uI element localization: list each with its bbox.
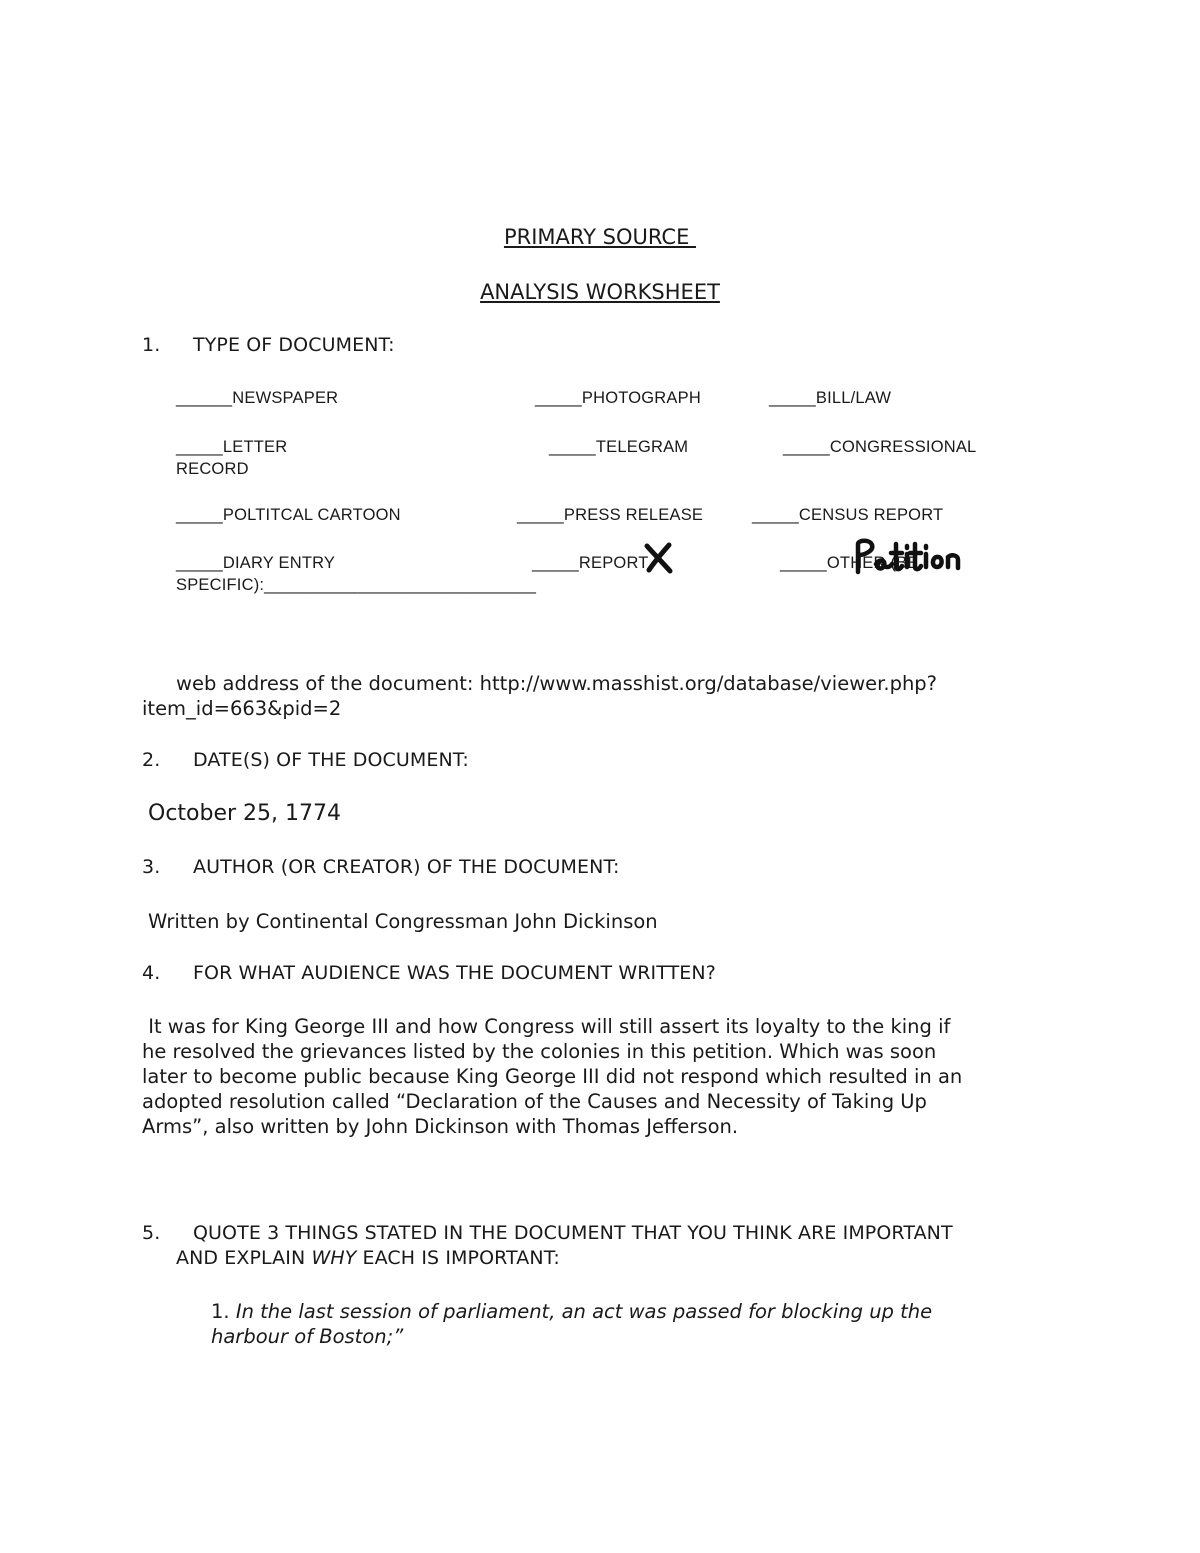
handwritten-other-entry (852, 536, 964, 576)
question-label: DATE(S) OF THE DOCUMENT: (193, 749, 469, 771)
x-mark-icon (644, 542, 674, 574)
audience-answer-line: adopted resolution called “Declaration of the Causes and Necessity of Taking Up (142, 1090, 927, 1113)
question-label: FOR WHAT AUDIENCE WAS THE DOCUMENT WRITTEN? (193, 962, 716, 984)
question-label-line1: QUOTE 3 THINGS STATED IN THE DOCUMENT THAT YOU THINK ARE IMPORTANT (193, 1222, 953, 1244)
option-specific: SPECIFIC):_____________________________ (176, 576, 537, 594)
checked-x-mark (644, 542, 674, 574)
quote-number: 1. (211, 1300, 236, 1323)
option-photograph: _____PHOTOGRAPH (535, 389, 701, 407)
option-census-report: _____CENSUS REPORT (752, 506, 944, 524)
question-label: TYPE OF DOCUMENT: (193, 334, 395, 356)
option-report: _____REPORT (532, 554, 649, 572)
option-bill-law: _____BILL/LAW (769, 389, 892, 407)
question-4 (142, 962, 942, 988)
audience-answer-line: Arms”, also written by John Dickinson with Thomas Jefferson. (142, 1115, 739, 1138)
option-letter: _____LETTER (176, 438, 288, 456)
audience-answer-line: later to become public because King George III did not respond which resulted in an (142, 1065, 963, 1088)
question-label: AUTHOR (OR CREATOR) OF THE DOCUMENT: (193, 856, 620, 878)
quote-text: In the last session of parliament, an act was passed for blocking up the (235, 1300, 933, 1323)
option-press-release: _____PRESS RELEASE (517, 506, 704, 524)
option-political-cartoon: _____POLTITCAL CARTOON (176, 506, 401, 524)
label-text: EACH IS IMPORTANT: (356, 1247, 560, 1269)
question-number: 2. (142, 749, 161, 771)
option-telegram: _____TELEGRAM (549, 438, 689, 456)
question-number: 3. (142, 856, 161, 878)
page-title: PRIMARY SOURCE (503, 225, 697, 249)
question-label-line2 (176, 1247, 560, 1269)
audience-answer-line: It was for King George III and how Congress will still assert its loyalty to the king if (142, 1015, 951, 1038)
label-text: AND EXPLAIN (176, 1247, 312, 1269)
author-answer: Written by Continental Congressman John Dickinson (148, 910, 658, 933)
question-number: 1. (142, 334, 161, 356)
audience-answer (142, 1014, 1062, 1139)
question-5 (142, 1222, 1062, 1274)
quote-1-line1 (211, 1300, 932, 1323)
label-emphasis: WHY (311, 1247, 357, 1269)
question-number: 5. (142, 1222, 161, 1244)
option-congressional: _____CONGRESSIONAL (783, 438, 977, 456)
quote-1-line2: harbour of Boston;” (211, 1325, 404, 1348)
option-record: RECORD (176, 460, 249, 478)
question-1 (142, 334, 742, 360)
web-address-line2: item_id=663&pid=2 (142, 697, 342, 720)
option-other: _____OTHER (BE (780, 554, 919, 572)
web-address-line1: web address of the document: http://www.masshist.org/database/viewer.php? (176, 672, 938, 695)
question-3 (142, 856, 842, 882)
question-2 (142, 749, 742, 775)
question-number: 4. (142, 962, 161, 984)
audience-answer-line: he resolved the grievances listed by the colonies in this petition. Which was soon (142, 1040, 937, 1063)
option-newspaper: ______NEWSPAPER (176, 389, 339, 407)
handwritten-petition-icon (852, 536, 964, 576)
option-diary-entry: _____DIARY ENTRY (176, 554, 336, 572)
page-subtitle: ANALYSIS WORKSHEET (480, 280, 720, 304)
document-date: October 25, 1774 (148, 801, 342, 826)
